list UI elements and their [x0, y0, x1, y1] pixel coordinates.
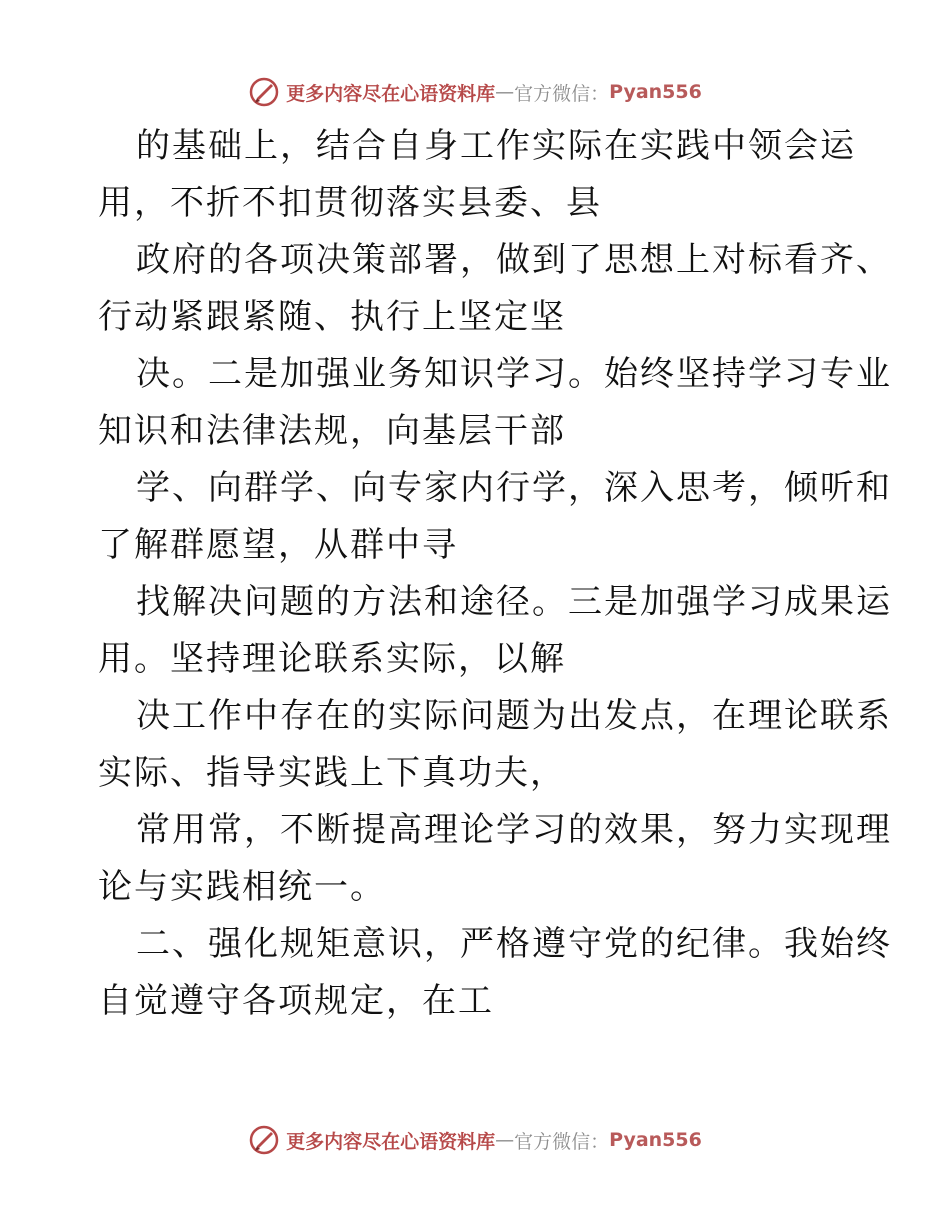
- paragraph-second-line: 自觉遵守各项规定，在工: [98, 981, 494, 1021]
- watermark-brand: 更多内容尽在心语资料库: [286, 82, 496, 105]
- paragraph-first-line: 学、向群学、向专家内行学，深入思考，倾听和: [136, 468, 892, 508]
- paragraph-first-line: 的基础上，结合自身工作实际在实践中领会运: [136, 126, 856, 166]
- brand-logo-icon: [248, 76, 280, 108]
- paragraph: [98, 346, 892, 460]
- paragraph-second-line: 论与实践相统一。: [98, 867, 386, 907]
- paragraph: [98, 118, 858, 232]
- watermark-brand: 更多内容尽在心语资料库: [286, 1130, 496, 1153]
- watermark-label: 官方微信：: [514, 1130, 610, 1153]
- paragraph: [98, 688, 892, 802]
- paragraph-first-line: 常用常，不断提高理论学习的效果，努力实现理: [136, 810, 892, 850]
- brand-logo-icon: [248, 1124, 280, 1156]
- watermark-separator: —: [495, 81, 515, 103]
- paragraph: [98, 232, 892, 346]
- paragraph: [98, 574, 892, 688]
- watermark-wechat-id: Pyan556: [609, 81, 702, 103]
- paragraph-second-line: 知识和法律法规，向基层干部: [98, 411, 566, 451]
- watermark-wechat-id: Pyan556: [609, 1129, 702, 1151]
- paragraph: [98, 916, 892, 1030]
- header-watermark: [0, 72, 950, 112]
- paragraph: [98, 802, 892, 916]
- paragraph-second-line: 实际、指导实践上下真功夫，: [98, 753, 566, 793]
- paragraph-first-line: 决。二是加强业务知识学习。始终坚持学习专业: [136, 354, 892, 394]
- watermark-separator: —: [495, 1129, 515, 1151]
- paragraph-second-line: 了解群愿望，从群中寻: [98, 525, 458, 565]
- paragraph-second-line: 用，不折不扣贯彻落实县委、县: [98, 183, 602, 223]
- paragraph-second-line: 用。坚持理论联系实际，以解: [98, 639, 566, 679]
- paragraph-second-line: 行动紧跟紧随、执行上坚定坚: [98, 297, 566, 337]
- footer-watermark: [0, 1120, 950, 1160]
- document-body: [98, 118, 892, 1030]
- paragraph: [98, 460, 892, 574]
- paragraph-first-line: 二、强化规矩意识，严格遵守党的纪律。我始终: [136, 924, 892, 964]
- watermark-label: 官方微信：: [514, 82, 610, 105]
- paragraph-first-line: 找解决问题的方法和途径。三是加强学习成果运: [136, 582, 892, 622]
- paragraph-first-line: 政府的各项决策部署，做到了思想上对标看齐、: [136, 240, 892, 280]
- paragraph-first-line: 决工作中存在的实际问题为出发点，在理论联系: [136, 696, 892, 736]
